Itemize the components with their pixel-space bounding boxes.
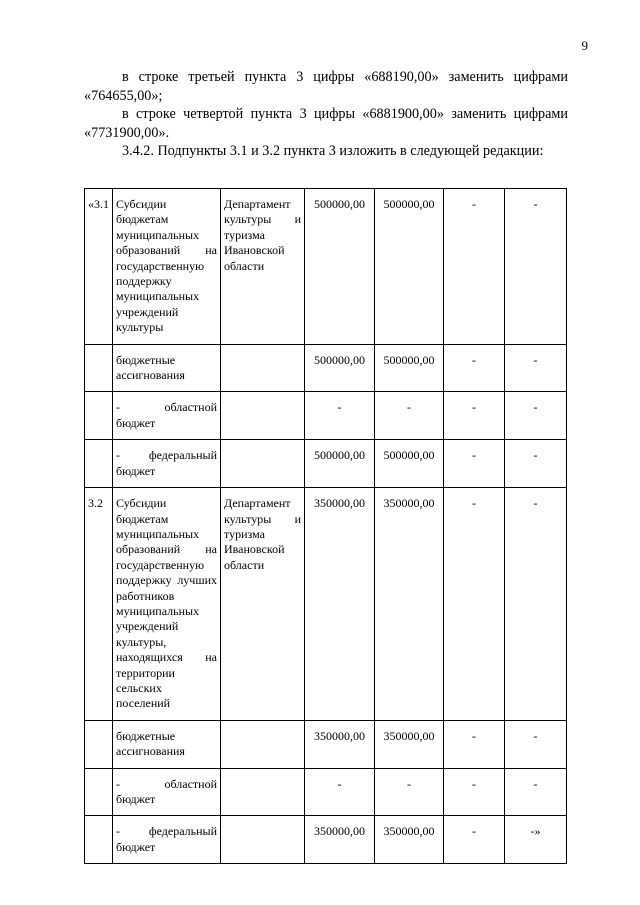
row-department bbox=[221, 768, 305, 816]
page-number: 9 bbox=[581, 38, 588, 53]
table-row bbox=[85, 440, 567, 488]
row-value-1: 350000,00 bbox=[305, 488, 375, 721]
table-row bbox=[85, 488, 567, 721]
desc-budget-word: бюджет bbox=[116, 415, 156, 430]
row-value-1: 350000,00 bbox=[305, 816, 375, 864]
row-value-1: 500000,00 bbox=[305, 440, 375, 488]
row-value-3: - bbox=[444, 344, 505, 392]
row-description: Субсидии бюджетам муниципальных образований на государственную поддержку лучших работников муниципальных учреждений культуры, находящихся на территории сельских поселений bbox=[113, 488, 221, 721]
row-value-2: 500000,00 bbox=[375, 440, 444, 488]
table-row bbox=[85, 720, 567, 768]
row-value-4: - bbox=[505, 440, 567, 488]
row-value-2: - bbox=[375, 392, 444, 440]
row-department bbox=[221, 816, 305, 864]
row-number bbox=[85, 720, 113, 768]
table-row bbox=[85, 189, 567, 345]
desc-budget-type: областной bbox=[164, 776, 217, 791]
row-value-2: 500000,00 bbox=[375, 189, 444, 345]
desc-budget-word: бюджет bbox=[116, 792, 156, 806]
row-value-4: - bbox=[505, 720, 567, 768]
row-value-4: - bbox=[505, 189, 567, 345]
row-value-2: 350000,00 bbox=[375, 488, 444, 721]
row-value-1: 350000,00 bbox=[305, 720, 375, 768]
row-description: бюджетные ассигнования bbox=[113, 344, 221, 392]
row-department bbox=[221, 344, 305, 392]
paragraph-line-4: в строке четвертой пункта 3 цифры «6881900,00» заменить цифрами «7731900,00». bbox=[84, 106, 568, 141]
row-description bbox=[113, 440, 221, 488]
row-value-1: - bbox=[305, 392, 375, 440]
row-description bbox=[113, 816, 221, 864]
row-value-3: - bbox=[444, 816, 505, 864]
table-row bbox=[85, 816, 567, 864]
paragraph-subclauses: 3.4.2. Подпункты 3.1 и 3.2 пункта 3 изложить в следующей редакции: bbox=[122, 143, 544, 160]
row-department bbox=[221, 392, 305, 440]
row-value-3: - bbox=[444, 392, 505, 440]
desc-budget-type: федеральный bbox=[148, 448, 217, 463]
row-value-3: - bbox=[444, 768, 505, 816]
table-row bbox=[85, 768, 567, 816]
row-value-1: - bbox=[305, 768, 375, 816]
paragraph-line-3: в строке третьей пункта 3 цифры «688190,00» заменить цифрами «764655,00»; bbox=[84, 69, 568, 104]
row-value-2: 350000,00 bbox=[375, 720, 444, 768]
desc-budget-type: областной bbox=[164, 400, 217, 415]
desc-dash: - bbox=[116, 776, 120, 791]
table-row bbox=[85, 392, 567, 440]
row-value-4: - bbox=[505, 344, 567, 392]
desc-dash: - bbox=[116, 448, 120, 463]
row-value-3: - bbox=[444, 488, 505, 721]
row-description bbox=[113, 768, 221, 816]
row-value-3: - bbox=[444, 189, 505, 345]
row-department: Департамент культуры и туризма Ивановской области bbox=[221, 488, 305, 721]
row-value-2: 500000,00 bbox=[375, 344, 444, 392]
row-number: «3.1 bbox=[85, 189, 113, 345]
row-number bbox=[85, 816, 113, 864]
row-description: Субсидии бюджетам муниципальных образований на государственную поддержку муниципальных учреждений культуры bbox=[113, 189, 221, 345]
row-description bbox=[113, 392, 221, 440]
row-value-3: - bbox=[444, 440, 505, 488]
row-value-4: - bbox=[505, 488, 567, 721]
row-value-4: - bbox=[505, 392, 567, 440]
body-text bbox=[84, 68, 568, 161]
row-department bbox=[221, 440, 305, 488]
row-number bbox=[85, 440, 113, 488]
row-number bbox=[85, 344, 113, 392]
row-value-3: - bbox=[444, 720, 505, 768]
desc-budget-word: бюджет bbox=[116, 463, 156, 478]
row-department bbox=[221, 720, 305, 768]
row-value-4: - bbox=[505, 768, 567, 816]
row-number bbox=[85, 768, 113, 816]
row-description: бюджетные ассигнования bbox=[113, 720, 221, 768]
desc-dash: - bbox=[116, 400, 120, 415]
row-value-1: 500000,00 bbox=[305, 344, 375, 392]
desc-budget-word: бюджет bbox=[116, 839, 156, 854]
row-value-4: -» bbox=[505, 816, 567, 864]
desc-dash: - bbox=[116, 824, 120, 839]
row-value-2: - bbox=[375, 768, 444, 816]
row-value-2: 350000,00 bbox=[375, 816, 444, 864]
desc-budget-type: федеральный bbox=[148, 824, 217, 839]
row-department: Департамент культуры и туризма Ивановской области bbox=[221, 189, 305, 345]
budget-table bbox=[84, 188, 567, 864]
table-row bbox=[85, 344, 567, 392]
row-number: 3.2 bbox=[85, 488, 113, 721]
row-number bbox=[85, 392, 113, 440]
row-value-1: 500000,00 bbox=[305, 189, 375, 345]
